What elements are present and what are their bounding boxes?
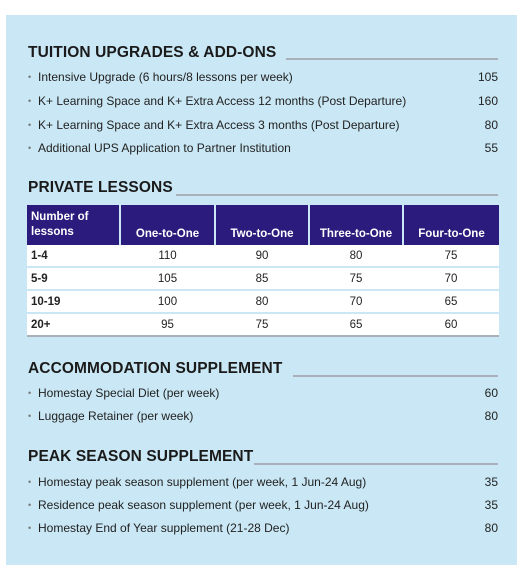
- table-cell: 95: [120, 313, 215, 336]
- item-label: Homestay peak season supplement (per week, 1 Jun-24 Aug): [38, 475, 367, 489]
- item-amount: 80: [484, 118, 498, 132]
- column-header: Number of lessons: [27, 205, 120, 245]
- bullet-icon: •: [28, 477, 32, 487]
- list-item: [28, 475, 498, 489]
- item-label: Intensive Upgrade (6 hours/8 lessons per week): [38, 70, 293, 84]
- private-lessons-title: PRIVATE LESSONS: [28, 179, 173, 196]
- list-item: [28, 70, 498, 84]
- table-header-row: [27, 205, 499, 245]
- bullet-icon: •: [28, 120, 32, 130]
- table-cell: 80: [309, 245, 403, 267]
- table-cell: 80: [215, 290, 309, 313]
- column-header: Three-to-One: [309, 205, 403, 245]
- column-header: One-to-One: [120, 205, 215, 245]
- list-item: [28, 521, 498, 535]
- table-cell: 65: [403, 290, 499, 313]
- table-cell: 75: [309, 267, 403, 290]
- table-row: [27, 245, 499, 267]
- table-cell: 105: [120, 267, 215, 290]
- section-divider: [286, 58, 498, 60]
- list-item: [28, 498, 498, 512]
- item-label: K+ Learning Space and K+ Extra Access 12 months (Post Departure): [38, 94, 407, 108]
- table-cell: 85: [215, 267, 309, 290]
- list-item: [28, 141, 498, 155]
- table-cell: 65: [309, 313, 403, 336]
- item-amount: 35: [484, 475, 498, 489]
- item-label: Homestay End of Year supplement (21-28 Dec): [38, 521, 290, 535]
- section-divider: [176, 194, 498, 196]
- item-amount: 35: [484, 498, 498, 512]
- table-cell: 100: [120, 290, 215, 313]
- table-cell: 60: [403, 313, 499, 336]
- private-lessons-table: [27, 205, 499, 337]
- table-row: [27, 267, 499, 290]
- list-item: [28, 386, 498, 400]
- item-label: K+ Learning Space and K+ Extra Access 3 months (Post Departure): [38, 118, 400, 132]
- table-cell: 70: [309, 290, 403, 313]
- table-cell: 90: [215, 245, 309, 267]
- item-amount: 80: [484, 521, 498, 535]
- table-cell: 75: [403, 245, 499, 267]
- section-divider: [293, 375, 498, 377]
- tuition-section-title: TUITION UPGRADES & ADD-ONS: [28, 44, 277, 61]
- table-cell: 110: [120, 245, 215, 267]
- item-label: Additional UPS Application to Partner Institution: [38, 141, 291, 155]
- bullet-icon: •: [28, 500, 32, 510]
- table-cell: 75: [215, 313, 309, 336]
- list-item: [28, 118, 498, 132]
- item-label: Luggage Retainer (per week): [38, 409, 194, 423]
- bullet-icon: •: [28, 143, 32, 153]
- table-row: [27, 290, 499, 313]
- item-label: Residence peak season supplement (per week, 1 Jun-24 Aug): [38, 498, 369, 512]
- table-cell: 5-9: [27, 267, 120, 290]
- bullet-icon: •: [28, 523, 32, 533]
- item-amount: 105: [477, 70, 498, 84]
- item-amount: 55: [484, 141, 498, 155]
- bullet-icon: •: [28, 96, 32, 106]
- item-amount: 160: [477, 94, 498, 108]
- bullet-icon: •: [28, 72, 32, 82]
- bullet-icon: •: [28, 411, 32, 421]
- column-header: Two-to-One: [215, 205, 309, 245]
- table-cell: 10-19: [27, 290, 120, 313]
- item-amount: 60: [484, 386, 498, 400]
- bullet-icon: •: [28, 388, 32, 398]
- item-label: Homestay Special Diet (per week): [38, 386, 220, 400]
- column-header: Four-to-One: [403, 205, 499, 245]
- table-cell: 1-4: [27, 245, 120, 267]
- list-item: [28, 409, 498, 423]
- section-divider: [254, 463, 498, 465]
- item-amount: 80: [484, 409, 498, 423]
- list-item: [28, 94, 498, 108]
- table-cell: 70: [403, 267, 499, 290]
- table-cell: 20+: [27, 313, 120, 336]
- table-row: [27, 313, 499, 336]
- price-panel: [6, 15, 517, 565]
- peak-season-section-title: PEAK SEASON SUPPLEMENT: [28, 448, 254, 465]
- accommodation-section-title: ACCOMMODATION SUPPLEMENT: [28, 360, 283, 377]
